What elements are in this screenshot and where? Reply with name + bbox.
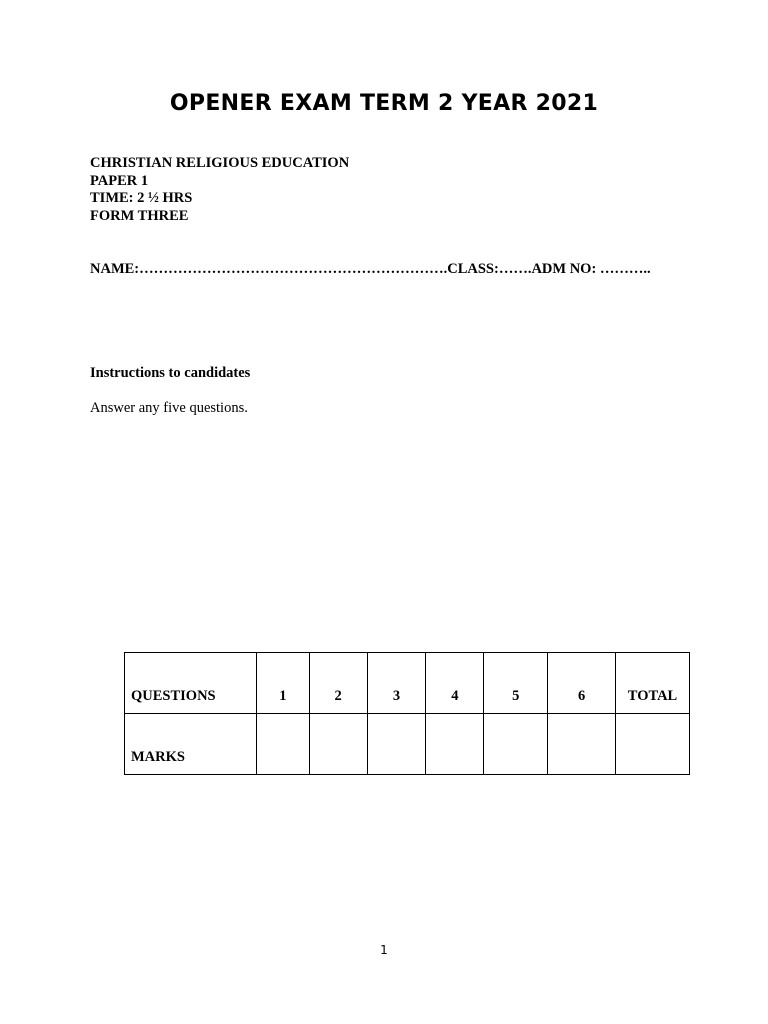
exam-details bbox=[90, 155, 349, 225]
student-details-line: NAME:……………………………………………………….CLASS:…….ADM NO: ……….. bbox=[90, 261, 651, 277]
mark-cell bbox=[309, 714, 367, 775]
mark-cell bbox=[426, 714, 484, 775]
total-mark-cell bbox=[616, 714, 690, 775]
questions-label: QUESTIONS bbox=[125, 653, 257, 714]
marks-table bbox=[124, 652, 690, 775]
question-number: 5 bbox=[484, 653, 548, 714]
subject-line: CHRISTIAN RELIGIOUS EDUCATION bbox=[90, 155, 350, 171]
time-line: TIME: 2 ½ HRS bbox=[90, 190, 193, 206]
form-line: FORM THREE bbox=[90, 207, 189, 224]
question-number: 4 bbox=[426, 653, 484, 714]
mark-cell bbox=[367, 714, 426, 775]
mark-cell bbox=[484, 714, 548, 775]
question-number: 6 bbox=[548, 653, 616, 714]
question-number: 1 bbox=[256, 653, 309, 714]
mark-cell bbox=[256, 714, 309, 775]
exam-title: OPENER EXAM TERM 2 YEAR 2021 bbox=[169, 91, 599, 116]
questions-row bbox=[125, 653, 690, 714]
mark-cell bbox=[548, 714, 616, 775]
page-number: 1 bbox=[380, 943, 388, 957]
total-label: TOTAL bbox=[616, 653, 690, 714]
paper-line: PAPER 1 bbox=[90, 172, 149, 189]
marks-label: MARKS bbox=[125, 714, 257, 775]
instructions-text: Answer any five questions. bbox=[90, 400, 248, 416]
question-number: 3 bbox=[367, 653, 426, 714]
marks-row bbox=[125, 714, 690, 775]
question-number: 2 bbox=[309, 653, 367, 714]
instructions-heading: Instructions to candidates bbox=[90, 365, 251, 381]
